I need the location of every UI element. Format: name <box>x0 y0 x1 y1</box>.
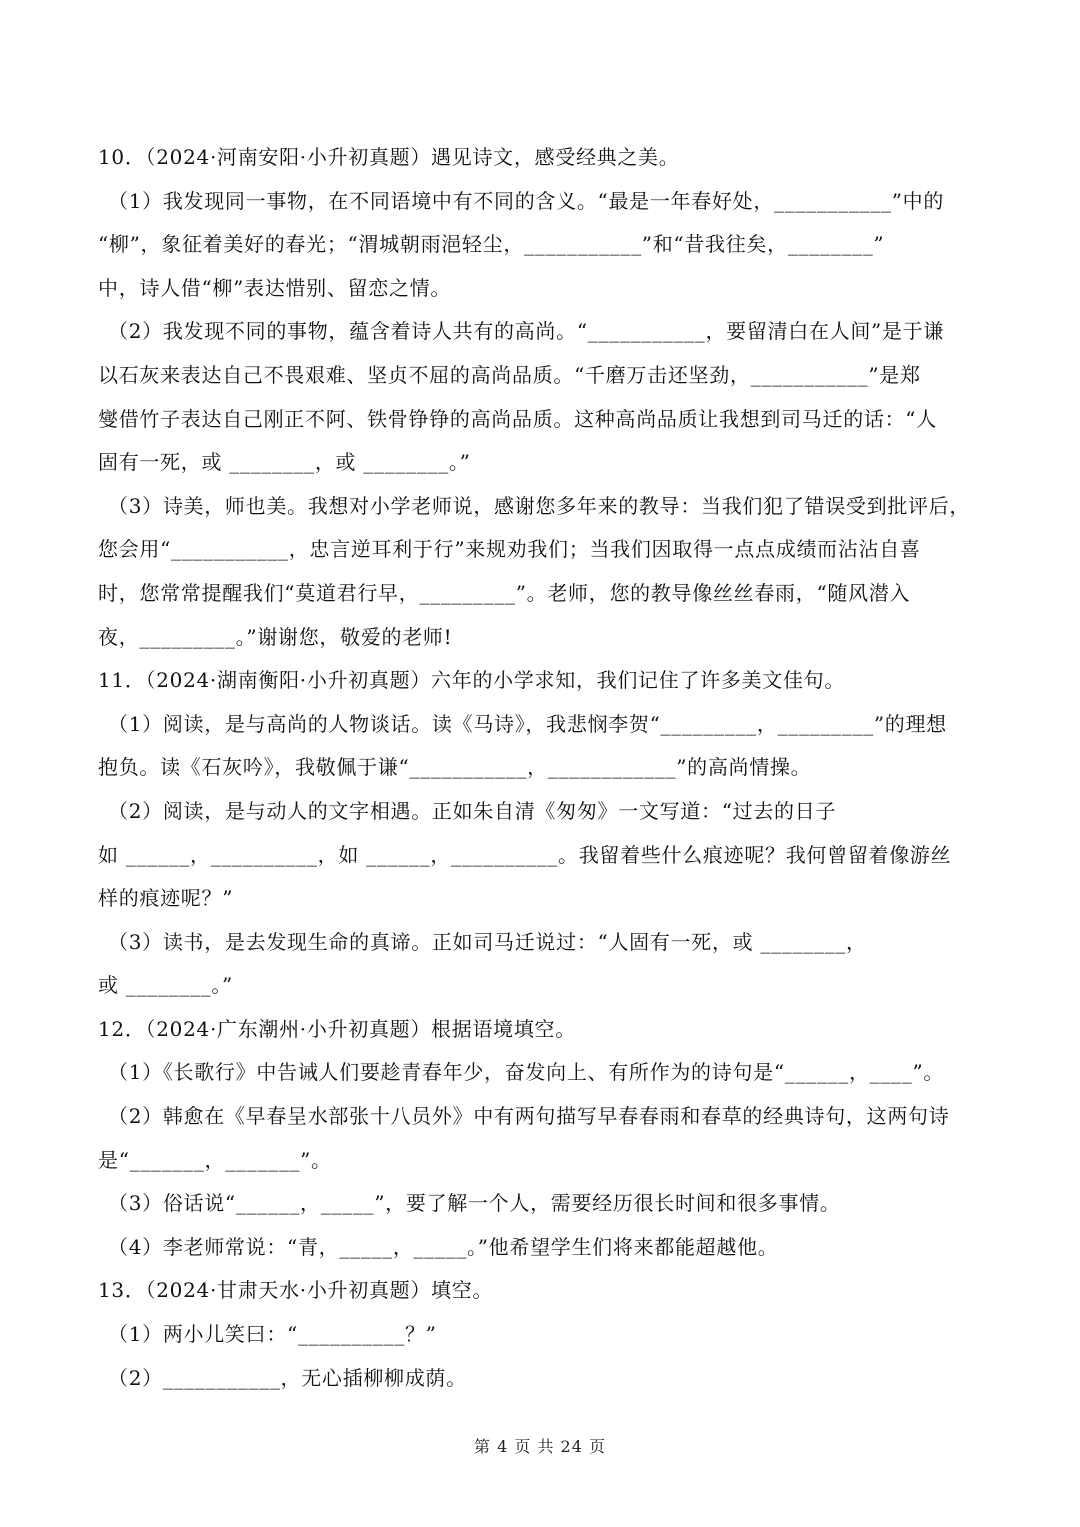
question-line: 燮借竹子表达自己刚正不阿、铁骨铮铮的高尚品质。这种高尚品质让我想到司马迁的话：“人 <box>98 406 937 431</box>
question-stem: 13．（2024·甘肃天水·小升初真题）填空。 <box>98 1278 494 1303</box>
question-10 <box>98 136 986 659</box>
question-line: （3）俗话说“______，_____”，要了解一个人，需要经历很长时间和很多事情。 <box>108 1191 841 1216</box>
question-line: 中，诗人借“柳”表达惜别、留恋之情。 <box>98 275 452 300</box>
question-stem: 11．（2024·湖南衡阳·小升初真题）六年的小学求知，我们记住了许多美文佳句。 <box>98 668 846 693</box>
question-line: （2）阅读，是与动人的文字相遇。正如朱自清《匆匆》一文写道：“过去的日子 <box>108 798 837 823</box>
question-line: （1）阅读，是与高尚的人物谈话。读《马诗》，我悲悯李贺“_________，_________”的理想 <box>108 711 947 736</box>
question-line: 时，您常常提醒我们“莫道君行早，_________”。老师，您的教导像丝丝春雨，“随风潜入 <box>98 580 911 605</box>
question-line: （1）两小儿笑曰：“__________？” <box>108 1322 437 1347</box>
question-line: 抱负。读《石灰吟》，我敬佩于谦“___________，____________”的高尚情操。 <box>98 755 812 780</box>
question-line: （2）___________，无心插柳柳成荫。 <box>108 1365 467 1390</box>
page-number: 第 4 页 共 24 页 <box>474 1437 606 1456</box>
question-line: 是“_______，_______”。 <box>98 1147 332 1172</box>
question-line: （3）诗美，师也美。我想对小学老师说，感谢您多年来的教导：当我们犯了错误受到批评后， <box>108 493 971 518</box>
question-13 <box>98 1269 986 1400</box>
question-11 <box>98 659 986 1008</box>
question-line: （3）读书，是去发现生命的真谛。正如司马迁说过：“人固有一死，或 ________， <box>108 929 867 954</box>
question-line: （2）韩愈在《早春呈水部张十八员外》中有两句描写早春春雨和春草的经典诗句，这两句诗 <box>108 1104 950 1129</box>
question-stem: 12．（2024·广东潮州·小升初真题）根据语境填空。 <box>98 1016 576 1041</box>
question-line: 如 ______，__________，如 ______，__________。我留着些什么痕迹呢？我何曾留着像游丝 <box>98 842 952 867</box>
page-content <box>98 136 986 1400</box>
question-line: 固有一死，或 ________，或 ________。” <box>98 450 471 475</box>
question-line: （1）我发现同一事物，在不同语境中有不同的含义。“最是一年春好处，___________”中的 <box>108 188 945 213</box>
question-line: “柳”，象征着美好的春光；“渭城朝雨浥轻尘，___________”和“昔我往矣，________” <box>98 232 885 257</box>
question-line: （4）李老师常说：“青，_____，_____。”他希望学生们将来都能超越他。 <box>108 1234 779 1259</box>
question-stem: 10．（2024·河南安阳·小升初真题）遇见诗文，感受经典之美。 <box>98 145 680 169</box>
question-line: 或 ________。” <box>98 973 233 998</box>
question-line: （2）我发现不同的事物，蕴含着诗人共有的高尚。“___________，要留清白在人间”是于谦 <box>108 319 945 344</box>
question-line: 样的痕迹呢？” <box>98 886 234 911</box>
question-line: 您会用“___________，忠言逆耳利于行”来规劝我们；当我们因取得一点点成绩而沾沾自喜 <box>98 537 921 562</box>
question-line: （1）《长歌行》中告诫人们要趁青春年少，奋发向上、有所作为的诗句是“______，____”。 <box>108 1060 945 1085</box>
question-line: 以石灰来表达自己不畏艰难、坚贞不屈的高尚品质。“千磨万击还坚劲，___________”是郑 <box>98 362 921 387</box>
question-line: 夜，_________。”谢谢您，敬爱的老师! <box>98 624 453 649</box>
question-12 <box>98 1008 986 1270</box>
